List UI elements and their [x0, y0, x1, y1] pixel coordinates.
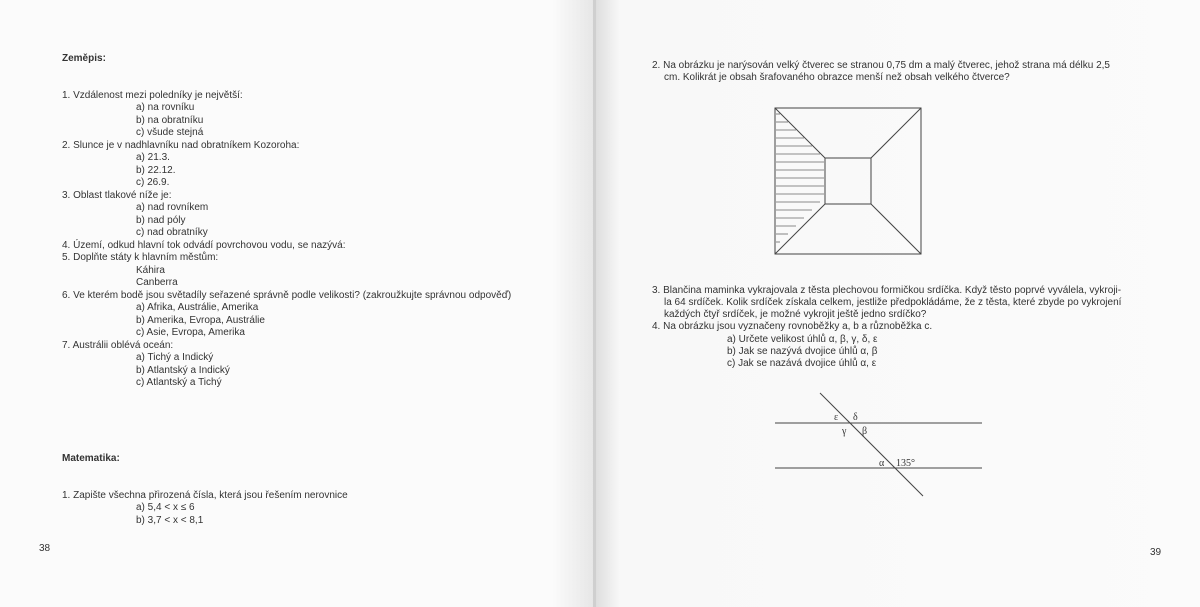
- answer-option: Káhira: [136, 265, 165, 276]
- question-line: 2. Slunce je v nadhlavníku nad obratníkem Kozoroha:: [62, 140, 300, 151]
- parallel-lines-diagram: [596, 0, 1200, 607]
- answer-option: a) Afrika, Austrálie, Amerika: [136, 302, 259, 313]
- answer-option: c) Jak se nazává dvojice úhlů α, ε: [727, 358, 877, 369]
- question-line: 4. Území, odkud hlavní tok odvádí povrchovou vodu, se nazývá:: [62, 240, 346, 251]
- transversal-line-c: [820, 393, 923, 496]
- question-line: 3. Oblast tlakové níže je:: [62, 190, 172, 201]
- answer-option: Canberra: [136, 277, 178, 288]
- answer-option: a) na rovníku: [136, 102, 195, 113]
- answer-option: c) všude stejná: [136, 127, 204, 138]
- right-page: [596, 0, 1200, 607]
- angle-value-label: 135°: [896, 458, 915, 469]
- answer-option: b) Atlantský a Indický: [136, 365, 230, 376]
- answer-option: b) nad póly: [136, 215, 186, 226]
- question-3-line-2: la 64 srdíček. Kolik srdíček získala celkem, jestliže předpokládáme, že z těsta, které zbyde po vykrojení: [664, 297, 1122, 308]
- answer-option: c) Atlantský a Tichý: [136, 377, 222, 388]
- left-page: [0, 0, 594, 607]
- question-3-line-3: každých čtyř srdíček, je možné vykrojit ještě jedno srdíčko?: [664, 309, 927, 320]
- question-line: 1. Zapište všechna přirozená čísla, která jsou řešením nerovnice: [62, 490, 348, 501]
- answer-option: a) Tichý a Indický: [136, 352, 214, 363]
- page-number-right: 39: [1150, 547, 1162, 558]
- answer-option: c) 26.9.: [136, 177, 170, 188]
- answer-option: a) 21.3.: [136, 152, 170, 163]
- question-line: 1. Vzdálenost mezi poledníky je největší:: [62, 90, 243, 101]
- answer-option: a) 5,4 < x ≤ 6: [136, 502, 195, 513]
- angle-label-alpha: α: [879, 458, 885, 469]
- angle-label-beta: β: [862, 426, 868, 437]
- question-line: 5. Doplňte státy k hlavním městům:: [62, 252, 219, 263]
- angle-label-delta: δ: [853, 412, 858, 423]
- answer-option: c) Asie, Evropa, Amerika: [136, 327, 245, 338]
- answer-option: b) na obratníku: [136, 115, 204, 126]
- angle-label-epsilon: ε: [834, 412, 839, 423]
- question-2-line-1: 2. Na obrázku je narýsován velký čtverec se stranou 0,75 dm a malý čtverec, jehož strana má délku 2,5: [652, 60, 1110, 71]
- answer-option: b) 3,7 < x < 8,1: [136, 515, 204, 526]
- math-heading: Matematika:: [62, 453, 120, 464]
- answer-option: c) nad obratníky: [136, 227, 208, 238]
- question-line: 6. Ve kterém bodě jsou světadíly seřazené správně podle velikosti? (zakroužkujte správnou odpověď): [62, 290, 512, 301]
- angle-label-gamma: γ: [842, 426, 847, 437]
- question-4-line-1: 4. Na obrázku jsou vyznačeny rovnoběžky a, b a různoběžka c.: [652, 321, 933, 332]
- answer-option: a) nad rovníkem: [136, 202, 209, 213]
- answer-option: a) Určete velikost úhlů α, β, γ, δ, ε: [727, 334, 878, 345]
- geography-heading: Zeměpis:: [62, 53, 106, 64]
- answer-option: b) Jak se nazývá dvojice úhlů α, β: [727, 346, 878, 357]
- question-2-line-2: cm. Kolikrát je obsah šrafovaného obrazce menší než obsah velkého čtverce?: [664, 72, 1010, 83]
- page-number-left: 38: [39, 543, 51, 554]
- question-line: 7. Austrálii oblévá oceán:: [62, 340, 174, 351]
- answer-option: b) 22.12.: [136, 165, 176, 176]
- question-3-line-1: 3. Blančina maminka vykrajovala z těsta plechovou formičkou srdíčka. Když těsto poprvé vyválela, vykroji-: [652, 285, 1122, 296]
- answer-option: b) Amerika, Evropa, Austrálie: [136, 315, 265, 326]
